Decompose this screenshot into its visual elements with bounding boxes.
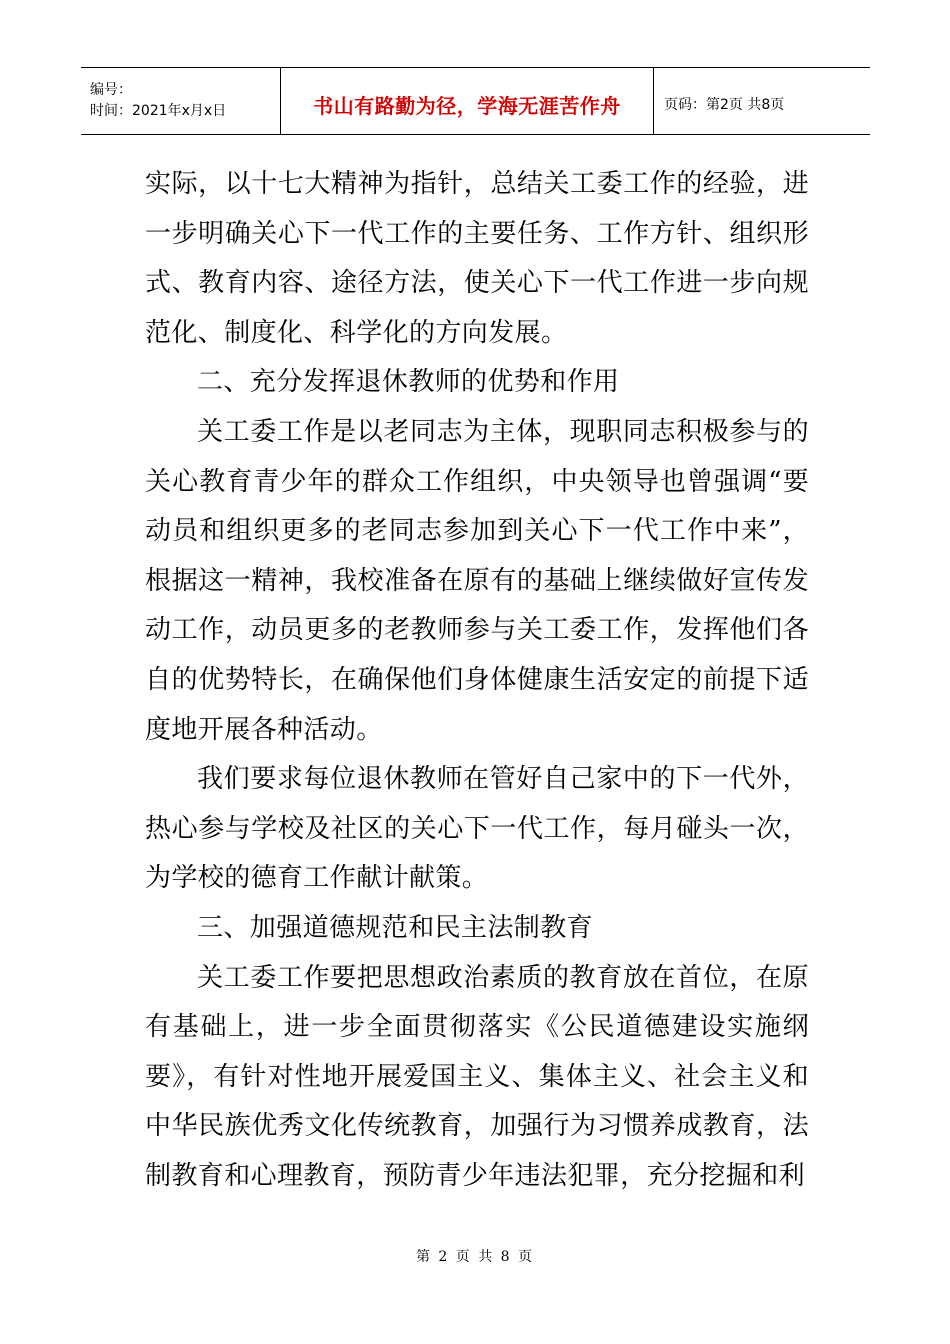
paragraph: 关工委工作是以老同志为主体，现职同志积极参与的关心教育青少年的群众工作组织，中央领导也曾强调“要动员和组织更多的老同志参加到关心下一代工作中来”，根据这一精神，我校准备在原有的基础上继续做好宣传发动工作，动员更多的老教师参与关工委工作，发挥他们各自的优势特长，在确保他们身体健康生活安定的前提下适度地开展各种活动。 <box>145 416 809 745</box>
number-label: 编号： <box>90 82 132 98</box>
page-footer: 第 2 页 共 8 页 <box>415 1249 535 1265</box>
paragraph-continuation: 实际，以十七大精神为指针，总结关工委工作的经验，进一步明确关心下一代工作的主要任务、工作方针、组织形式、教育内容、途径方法，使关心下一代工作进一步向规范化、制度化、科学化的方向发展。 <box>145 169 809 348</box>
section-heading: 二、充分发挥退休教师的优势和作用 <box>197 367 620 398</box>
page-header <box>81 67 870 135</box>
paragraph: 我们要求每位退休教师在管好自己家中的下一代外，热心参与学校及社区的关心下一代工作，每月碰头一次，为学校的德育工作献计献策。 <box>145 764 809 894</box>
header-page-info <box>654 68 870 134</box>
section-heading: 三、加强道德规范和民主法制教育 <box>197 912 594 943</box>
header-meta <box>81 68 281 134</box>
motto-text: 书山有路勤为径，学海无涯苦作舟 <box>313 93 621 118</box>
header-motto <box>281 68 654 134</box>
body-text <box>145 160 809 1201</box>
page-info-text: 页码：第2页 共8页 <box>664 97 785 113</box>
paragraph: 关工委工作要把思想政治素质的教育放在首位，在原有基础上，进一步全面贯彻落实《公民道德建设实施纲要》，有针对性地开展爱国主义、集体主义、社会主义和中华民族优秀文化传统教育，加强行为习惯养成教育，法制教育和心理教育，预防青少年违法犯罪，充分挖掘和利 <box>145 962 809 1191</box>
time-label: 时间：2021年x月x日 <box>90 103 227 119</box>
